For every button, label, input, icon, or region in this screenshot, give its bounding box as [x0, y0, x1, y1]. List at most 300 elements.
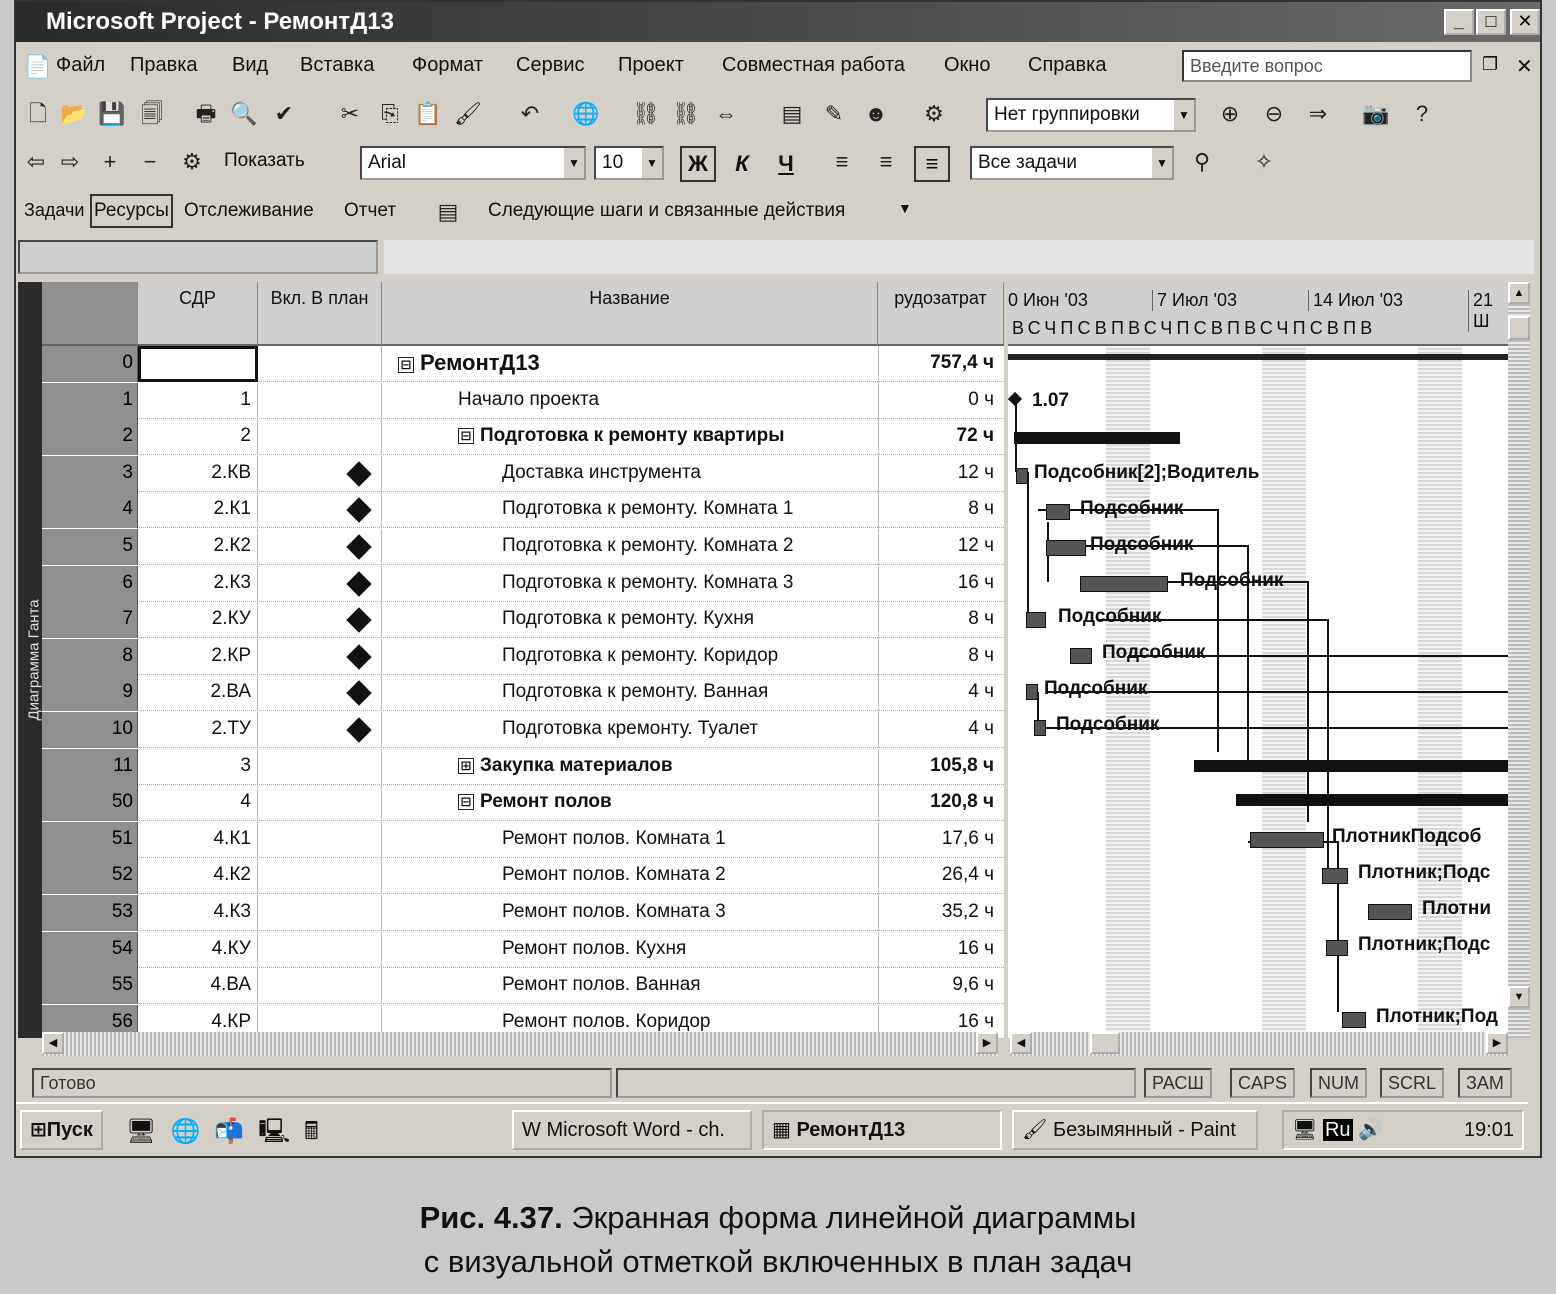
show-icon: ⚙	[182, 149, 202, 174]
table-row[interactable]	[42, 968, 1004, 1004]
task-name-cell[interactable]	[502, 968, 701, 1004]
row-id[interactable]: 5	[42, 529, 138, 565]
in-plan-diamond-icon	[346, 461, 371, 486]
task-name-text: Подготовка к ремонту. Ванная	[502, 681, 769, 703]
task-bar[interactable]	[1046, 540, 1086, 556]
work-cell[interactable]: 16 ч	[878, 566, 1002, 602]
row-id[interactable]: 54	[42, 932, 138, 968]
menu-file[interactable]: Файл	[56, 54, 106, 76]
wbs-cell[interactable]: 2.ВА	[138, 675, 258, 711]
menu-project[interactable]: Проект	[618, 54, 684, 76]
task-bar[interactable]	[1070, 648, 1092, 664]
wbs-cell[interactable]: 2.КВ	[138, 456, 258, 492]
task-name-text: Подготовка к ремонту. Комната 1	[502, 498, 794, 520]
menu-format[interactable]: Формат	[412, 54, 484, 76]
scroll-thumb[interactable]	[1090, 1032, 1120, 1054]
gantt-label: Подсобник	[1058, 606, 1162, 627]
app-icon: 📄	[24, 54, 52, 79]
table-row[interactable]	[42, 456, 1004, 492]
column-header-work[interactable]: рудозатрат	[878, 282, 1004, 346]
collapse-icon[interactable]: ⊟	[458, 428, 474, 444]
report-button[interactable]: Отчет	[344, 200, 397, 221]
arrow-left-icon[interactable]: ⇦	[26, 149, 46, 174]
taskbar-project[interactable]	[762, 1110, 1002, 1150]
task-name-cell[interactable]	[502, 492, 793, 528]
in-plan-diamond-icon	[346, 607, 371, 632]
next-steps-button[interactable]: Следующие шаги и связанные действия	[488, 200, 846, 221]
grouping-select[interactable]	[986, 98, 1196, 132]
table-row[interactable]	[42, 383, 1004, 419]
in-plan-cell[interactable]	[258, 785, 382, 821]
task-name-cell[interactable]	[502, 895, 726, 931]
row-id[interactable]: 52	[42, 858, 138, 894]
task-bar[interactable]	[1250, 832, 1324, 848]
wbs-cell[interactable]: 2.К3	[138, 566, 258, 602]
gantt-label: Плотник;Подс	[1358, 862, 1491, 883]
task-name-text: РемонтД13	[420, 350, 540, 375]
gantt-label: Подсобник[2];Водитель	[1034, 462, 1260, 483]
publish-icon[interactable]: ⚙	[924, 101, 944, 126]
menu-tools[interactable]: Сервис	[516, 54, 585, 76]
taskbar-project-label: РемонтД13	[796, 1119, 906, 1141]
figure-number: Рис. 4.37.	[419, 1200, 563, 1235]
menu-insert[interactable]: Вставка	[300, 54, 375, 76]
gantt-wizard-icon[interactable]: ✧	[1254, 149, 1274, 174]
task-name-cell[interactable]	[502, 858, 726, 894]
task-name-text: Начало проекта	[458, 388, 600, 410]
row-id[interactable]: 53	[42, 895, 138, 931]
taskbar-paint-label: Безымянный - Paint	[1052, 1119, 1236, 1141]
in-plan-cell[interactable]	[258, 492, 382, 528]
font-select[interactable]	[360, 146, 586, 180]
filter-value: Все задачи	[978, 152, 1078, 173]
task-bar[interactable]	[1016, 468, 1028, 484]
work-cell[interactable]: 26,4 ч	[878, 858, 1002, 894]
start-button[interactable]	[20, 1110, 103, 1150]
task-name-cell[interactable]	[502, 456, 701, 492]
in-plan-cell[interactable]	[258, 639, 382, 675]
dependency-line	[1166, 582, 1308, 822]
work-cell[interactable]: 9,6 ч	[878, 968, 1002, 1004]
scroll-thumb[interactable]	[1508, 316, 1530, 340]
task-name-cell[interactable]	[458, 419, 784, 455]
task-name-cell[interactable]	[502, 566, 793, 602]
in-plan-cell[interactable]	[258, 456, 382, 492]
work-cell[interactable]: 4 ч	[878, 712, 1002, 748]
taskbar-paint[interactable]	[1012, 1110, 1258, 1150]
word-icon: W	[522, 1119, 547, 1141]
window-title: Microsoft Project - РемонтД13	[46, 8, 394, 35]
align-center-icon[interactable]: ≡	[879, 149, 893, 174]
in-plan-cell[interactable]	[258, 932, 382, 968]
work-cell[interactable]: 0 ч	[878, 383, 1002, 419]
task-name-text: Доставка инструмента	[502, 461, 701, 483]
language-indicator[interactable]: Ru	[1324, 1119, 1351, 1141]
task-name-cell[interactable]	[458, 785, 612, 821]
in-plan-diamond-icon	[346, 498, 371, 523]
task-name-cell[interactable]	[502, 822, 726, 858]
windows-icon: ⊞	[30, 1119, 47, 1141]
gantt-label: Подсобник	[1056, 714, 1160, 735]
work-cell[interactable]: 8 ч	[878, 602, 1002, 638]
wbs-cell[interactable]: 2.К1	[138, 492, 258, 528]
table-row[interactable]	[42, 785, 1004, 821]
work-cell[interactable]: 16 ч	[878, 932, 1002, 968]
task-name-text: Закупка материалов	[480, 754, 673, 776]
work-cell[interactable]: 105,8 ч	[878, 749, 1002, 785]
split-task-icon[interactable]: ⇔	[715, 101, 737, 126]
save-icon[interactable]: 💾	[98, 101, 126, 126]
in-plan-cell[interactable]	[258, 566, 382, 602]
font-size-value: 10	[602, 152, 624, 173]
task-name-text: Ремонт полов. Комната 2	[502, 864, 726, 886]
menu-collaborate[interactable]: Совместная работа	[722, 54, 905, 76]
row-id[interactable]: 0	[42, 346, 138, 382]
row-id[interactable]: 1	[42, 383, 138, 419]
row-id[interactable]: 9	[42, 675, 138, 711]
work-cell[interactable]: 16 ч	[878, 1005, 1002, 1038]
gantt-label: Подсобник	[1102, 642, 1206, 663]
print-preview-icon[interactable]: 🔍	[230, 101, 258, 126]
menu-edit[interactable]: Правка	[130, 54, 198, 76]
font-size-select[interactable]	[594, 146, 664, 180]
wbs-cell[interactable]: 3	[138, 749, 258, 785]
tasks-button[interactable]: Задачи	[24, 200, 85, 220]
work-cell[interactable]: 17,6 ч	[878, 822, 1002, 858]
task-notes-icon[interactable]: ✎	[824, 101, 844, 126]
taskbar-word-label: Microsoft Word - ch.	[546, 1119, 725, 1141]
wbs-cell[interactable]	[138, 346, 258, 382]
task-bar[interactable]	[1046, 504, 1070, 520]
table-row[interactable]	[42, 566, 1004, 602]
status-caps: CAPS	[1230, 1068, 1295, 1098]
underline-button[interactable]: Ч	[778, 151, 794, 176]
zoom-out-icon[interactable]: ⊖	[1264, 101, 1284, 126]
maximize-button[interactable]: □	[1476, 9, 1506, 35]
status-num: NUM	[1310, 1068, 1367, 1098]
cut-icon[interactable]: ✂	[340, 101, 360, 126]
column-header-in-plan[interactable]: Вкл. В план	[258, 282, 382, 346]
task-bar[interactable]	[1368, 904, 1412, 920]
wbs-cell[interactable]: 4.КР	[138, 1005, 258, 1038]
table-row[interactable]	[42, 712, 1004, 748]
timescale-week-2: 7 Июл '03	[1152, 290, 1237, 311]
task-name-text: Ремонт полов	[480, 791, 612, 813]
align-right-icon[interactable]: ≡	[914, 146, 950, 182]
task-name-cell[interactable]	[502, 675, 768, 711]
start-label: Пуск	[46, 1119, 93, 1141]
wbs-cell[interactable]: 2.КР	[138, 639, 258, 675]
menu-view[interactable]: Вид	[232, 54, 269, 76]
ask-placeholder: Введите вопрос	[1190, 56, 1323, 76]
in-plan-diamond-icon	[346, 644, 371, 669]
row-id[interactable]: 51	[42, 822, 138, 858]
task-name-text: Ремонт полов. Коридор	[502, 1010, 711, 1032]
task-name-text: Ремонт полов. Комната 3	[502, 901, 726, 922]
work-cell[interactable]: 8 ч	[878, 492, 1002, 528]
windows-taskbar	[16, 1102, 1528, 1156]
volume-icon[interactable]: 🔊	[1358, 1119, 1383, 1141]
scroll-up-icon[interactable]: ▲	[1508, 282, 1530, 304]
table-horizontal-scrollbar[interactable]	[42, 1032, 998, 1056]
zoom-in-icon[interactable]: ⊕	[1220, 101, 1240, 126]
task-name-cell[interactable]	[502, 639, 778, 675]
project-guide-toolbar	[16, 188, 1540, 236]
collapse-icon[interactable]: ⊟	[398, 357, 414, 373]
wbs-cell[interactable]: 4.КУ	[138, 932, 258, 968]
align-left-icon[interactable]: ≡	[835, 149, 849, 174]
chevron-down-icon: ▼	[642, 148, 662, 178]
paint-icon: 🖌	[1022, 1119, 1053, 1141]
select-all-header[interactable]	[42, 282, 138, 346]
gantt-horizontal-scrollbar[interactable]	[1010, 1032, 1508, 1056]
open-icon[interactable]: 📂	[60, 101, 88, 126]
close-doc-icon[interactable]: ✕	[1516, 56, 1533, 78]
scroll-left-icon[interactable]: ◀	[1010, 1032, 1032, 1054]
italic-button[interactable]: К	[735, 151, 749, 176]
gantt-chart	[1008, 282, 1508, 1038]
scroll-right-icon[interactable]: ▶	[1486, 1032, 1508, 1054]
timescale-days: ВСЧПСВПВСЧПСВПВСЧПСВПВ	[1012, 318, 1377, 338]
task-name-text: Ремонт полов. Кухня	[502, 937, 687, 959]
in-plan-diamond-icon	[346, 681, 371, 706]
chevron-down-icon: ▼	[564, 148, 584, 178]
task-info-icon[interactable]: ▤	[781, 101, 803, 126]
task-name-text: Подготовка к ремонту. Комната 3	[502, 571, 794, 593]
task-name-cell[interactable]	[458, 383, 599, 419]
task-bar[interactable]	[1322, 868, 1348, 884]
in-plan-cell[interactable]	[258, 712, 382, 748]
minimize-button[interactable]: _	[1444, 9, 1474, 35]
task-table	[42, 282, 1004, 1038]
status-zam: ЗАМ	[1458, 1068, 1512, 1098]
status-scrl: SCRL	[1380, 1068, 1444, 1098]
in-plan-cell[interactable]	[258, 968, 382, 1004]
in-plan-cell[interactable]	[258, 602, 382, 638]
status-ext: РАСШ	[1144, 1068, 1212, 1098]
entry-bar[interactable]	[18, 240, 378, 274]
clock: 19:01	[1463, 1119, 1514, 1141]
scroll-right-icon[interactable]: ▶	[976, 1032, 998, 1054]
task-name-cell[interactable]	[502, 932, 686, 968]
task-bar[interactable]	[1026, 612, 1046, 628]
wbs-cell[interactable]: 4.К1	[138, 822, 258, 858]
row-id[interactable]: 10	[42, 712, 138, 748]
hide-subtasks-icon[interactable]: −	[143, 149, 157, 174]
filter-select[interactable]	[970, 146, 1174, 180]
chevron-down-icon: ▼	[1152, 148, 1172, 178]
entry-field[interactable]	[384, 240, 1534, 274]
task-bar[interactable]	[1326, 940, 1348, 956]
work-cell[interactable]: 72 ч	[878, 419, 1002, 455]
guide-toggle-icon[interactable]: ▤	[437, 199, 459, 224]
undo-icon[interactable]: ↶	[520, 101, 540, 126]
unlink-tasks-icon[interactable]: ⛓	[672, 101, 700, 126]
row-id[interactable]: 56	[42, 1005, 138, 1038]
in-plan-cell[interactable]	[258, 858, 382, 894]
row-id[interactable]: 3	[42, 456, 138, 492]
new-icon[interactable]: 🗋	[29, 101, 47, 126]
row-id[interactable]: 8	[42, 639, 138, 675]
in-plan-cell[interactable]	[258, 822, 382, 858]
menu-window[interactable]: Окно	[944, 54, 991, 76]
resources-button[interactable]: Ресурсы	[90, 194, 173, 228]
chevron-down-icon: ▼	[1174, 100, 1194, 130]
font-value: Arial	[368, 152, 407, 173]
table-row[interactable]	[42, 346, 1004, 382]
link-tasks-icon[interactable]: ⛓	[632, 101, 660, 126]
task-name-cell[interactable]	[458, 749, 673, 785]
in-plan-cell[interactable]	[258, 383, 382, 419]
row-id[interactable]: 6	[42, 566, 138, 602]
collapse-icon[interactable]: ⊟	[458, 794, 474, 810]
wbs-cell[interactable]: 2.К2	[138, 529, 258, 565]
row-id[interactable]: 7	[42, 602, 138, 638]
status-bar	[16, 1066, 1528, 1100]
expand-icon[interactable]: ⊞	[458, 758, 474, 774]
task-bar[interactable]	[1026, 684, 1038, 700]
column-header-wbs[interactable]: СДР	[138, 282, 258, 346]
print-icon[interactable]: 🖶	[195, 101, 217, 126]
wbs-cell[interactable]: 2.ТУ	[138, 712, 258, 748]
assign-resources-icon[interactable]: ☻	[864, 101, 888, 126]
task-name-text: Ремонт полов. Ванная	[502, 974, 701, 996]
scroll-down-icon[interactable]: ▼	[1508, 986, 1530, 1008]
work-cell[interactable]: 12 ч	[878, 529, 1002, 565]
task-name-text: Подготовка к ремонту. Комната 2	[502, 535, 794, 556]
in-plan-cell[interactable]	[258, 749, 382, 785]
in-plan-diamond-icon	[346, 534, 371, 559]
task-bar[interactable]	[1342, 1012, 1366, 1028]
show-button[interactable]: Показать	[224, 150, 305, 171]
wbs-cell[interactable]: 2	[138, 419, 258, 455]
standard-toolbar	[16, 90, 1540, 138]
taskbar-word[interactable]	[512, 1110, 752, 1150]
wbs-cell[interactable]: 4.ВА	[138, 968, 258, 1004]
task-name-cell[interactable]	[502, 602, 754, 638]
in-plan-diamond-icon	[346, 571, 371, 596]
status-ready: Готово	[32, 1068, 612, 1098]
in-plan-cell[interactable]	[258, 419, 382, 455]
table-row[interactable]	[42, 492, 1004, 528]
timescale-week-4: 21 Ш	[1468, 290, 1508, 332]
row-id[interactable]: 11	[42, 749, 138, 785]
table-row[interactable]	[42, 932, 1004, 968]
table-row[interactable]	[42, 602, 1004, 638]
task-name-cell[interactable]	[502, 529, 793, 565]
restore-doc-icon[interactable]: ❐	[1482, 54, 1499, 74]
task-name-cell[interactable]	[502, 712, 758, 748]
help-icon[interactable]: ?	[1415, 101, 1429, 126]
close-button[interactable]: ✕	[1510, 9, 1540, 35]
summary-bar-floors[interactable]	[1236, 794, 1508, 806]
task-name-text: Подготовка к ремонту. Коридор	[502, 644, 779, 666]
work-cell[interactable]: 120,8 ч	[878, 785, 1002, 821]
vertical-scrollbar[interactable]	[1508, 282, 1530, 1038]
gantt-label: Подсобник	[1180, 570, 1284, 591]
tracking-button[interactable]: Отслеживание	[184, 200, 314, 221]
copy-picture-icon[interactable]: 📷	[1362, 101, 1390, 126]
table-row[interactable]	[42, 419, 1004, 455]
row-id[interactable]: 55	[42, 968, 138, 1004]
in-plan-diamond-icon	[346, 717, 371, 742]
work-cell[interactable]: 35,2 ч	[878, 895, 1002, 931]
row-id[interactable]: 2	[42, 419, 138, 455]
arrow-right-icon[interactable]: ⇨	[60, 149, 80, 174]
task-bar[interactable]	[1034, 720, 1046, 736]
table-row[interactable]	[42, 529, 1004, 565]
row-id[interactable]: 50	[42, 785, 138, 821]
task-name-text: Подготовка к ремонту квартиры	[480, 425, 785, 447]
formatting-toolbar	[16, 138, 1540, 186]
view-bar	[18, 282, 42, 1038]
system-tray	[1282, 1110, 1524, 1150]
task-bar[interactable]	[1080, 576, 1168, 592]
table-row[interactable]	[42, 858, 1004, 894]
copy-icon[interactable]: ⎘	[381, 101, 399, 126]
table-row[interactable]	[42, 639, 1004, 675]
show-subtasks-icon[interactable]: +	[103, 149, 117, 174]
work-cell[interactable]: 8 ч	[878, 639, 1002, 675]
work-cell[interactable]: 12 ч	[878, 456, 1002, 492]
bold-button[interactable]: Ж	[680, 146, 716, 182]
in-plan-cell[interactable]	[258, 529, 382, 565]
project-icon: ▦	[772, 1119, 797, 1141]
insert-hyperlink-icon[interactable]: 🌐	[572, 101, 600, 126]
task-name-cell[interactable]	[398, 346, 540, 382]
paste-icon[interactable]: 📋	[414, 101, 442, 126]
summary-bar-materials[interactable]	[1194, 760, 1508, 772]
column-header-name[interactable]: Название	[382, 282, 878, 346]
ask-question-input[interactable]	[1182, 50, 1472, 82]
work-cell[interactable]: 757,4 ч	[878, 346, 1002, 382]
wbs-cell[interactable]: 4	[138, 785, 258, 821]
gantt-label: Плотни	[1422, 898, 1492, 919]
table-row[interactable]	[42, 749, 1004, 785]
goto-task-icon[interactable]: ⇒	[1308, 101, 1328, 126]
summary-bar-prep[interactable]	[1014, 432, 1180, 444]
timescale-week-1: 0 Июн '03	[1008, 290, 1088, 310]
save-web-icon[interactable]: 🗐	[141, 101, 163, 126]
menu-help[interactable]: Справка	[1028, 54, 1107, 76]
wbs-cell[interactable]: 4.К2	[138, 858, 258, 894]
gantt-label: Плотник;Подс	[1358, 934, 1491, 955]
scroll-left-icon[interactable]: ◀	[42, 1032, 64, 1054]
wbs-cell[interactable]: 1	[138, 383, 258, 419]
row-id[interactable]: 4	[42, 492, 138, 528]
format-painter-icon[interactable]: 🖌	[454, 101, 482, 126]
tray-icons[interactable]: 🖥	[1292, 1119, 1323, 1141]
caption-line-2: с визуальной отметкой включенных в план задач	[423, 1244, 1133, 1279]
gantt-label: Подсобник	[1080, 498, 1184, 519]
in-plan-cell[interactable]	[258, 675, 382, 711]
caption-line-1: Экранная форма линейной диаграммы	[571, 1200, 1137, 1235]
in-plan-cell[interactable]	[258, 346, 382, 382]
table-row[interactable]	[42, 895, 1004, 931]
chevron-down-icon: ▼	[898, 200, 912, 216]
gantt-label: Подсобник	[1044, 678, 1148, 699]
wbs-cell[interactable]: 2.КУ	[138, 602, 258, 638]
title-bar	[16, 2, 1540, 42]
in-plan-cell[interactable]	[258, 895, 382, 931]
autofilter-icon[interactable]: ⚲	[1193, 149, 1211, 174]
table-row[interactable]	[42, 822, 1004, 858]
table-row[interactable]	[42, 675, 1004, 711]
wbs-cell[interactable]: 4.К3	[138, 895, 258, 931]
quick-launch-icons[interactable]: 🖥🌐📬🖳🖩	[126, 1118, 333, 1145]
work-cell[interactable]: 4 ч	[878, 675, 1002, 711]
spelling-icon[interactable]: ✔	[274, 101, 294, 126]
